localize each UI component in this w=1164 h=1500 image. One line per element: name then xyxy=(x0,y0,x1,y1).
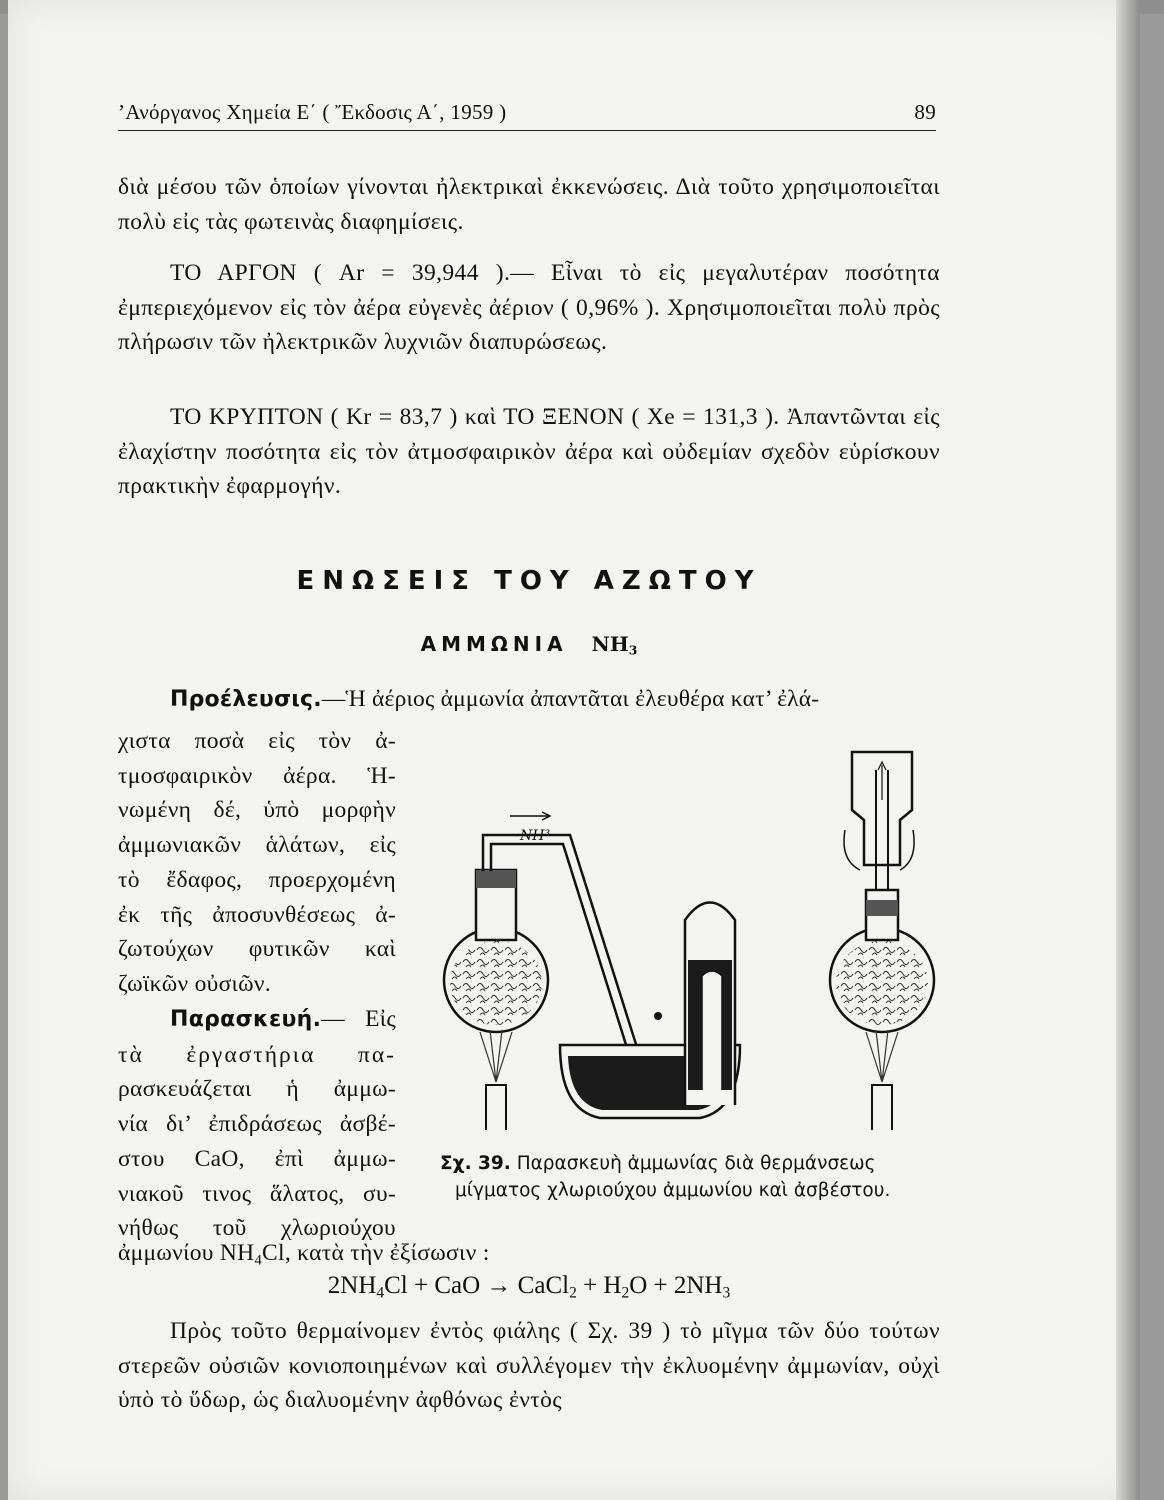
column-line: νιακοῦ τινος ἅλατος, συ- xyxy=(118,1180,396,1207)
apparatus-illustration xyxy=(420,740,940,1130)
closing-paragraph: Πρὸς τοῦτο θερμαίνομεν ἐντὸς φιάλης ( Σχ. 39 ) τὸ μῖγμα τῶν δύο τούτων στερεῶν οὐσιῶν κονιοποιημένων καὶ συλλέγομεν τὴν ἐκλυομένην ἀμμωνίαν, οὐχὶ ὑπὸ τὸ ὕδωρ, ὡς διαλυομένην ἀφθόνως ἐντὸς xyxy=(118,1318,940,1414)
figure-label: Σχ. 39. xyxy=(440,1153,511,1174)
paragraph-argon: ΤΟ ΑΡΓΟΝ ( Ar = 39,944 ).— Εἶναι τὸ εἰς μεγαλυτέραν ποσότητα ἐμπεριεχόμενον εἰς τὸν ἀέρα εὐγενὲς ἀέριον ( 0,96% ). Χρησιμοποιεῖται πολὺ πρὸς πλήρωσιν τῶν ἠλεκτρικῶν λυχνιῶν διαπυρώσεως. xyxy=(118,260,940,356)
column-line: τὸ ἔδαφος, προερχομένη xyxy=(118,866,396,893)
caption-line-1: Παρασκευὴ ἀμμωνίας διὰ θερμάνσεως xyxy=(516,1153,876,1174)
proeleusis-heading: Προέλευσις. xyxy=(170,687,322,712)
figure-ammonia-apparatus xyxy=(420,740,940,1130)
proeleusis-first-line xyxy=(118,686,940,713)
paragraph-neon-continuation: διὰ μέσου τῶν ὁποίων γίνονται ἠλεκτρικαὶ ἐκκενώσεις. Διὰ τοῦτο χρησιμοποιεῖται πολὺ εἰς τὰς φωτεινὰς διαφημίσεις. xyxy=(118,174,940,235)
column-line: τμοσφαιρικὸν ἀέρα. Ἡ- xyxy=(118,762,396,789)
column-line: ρασκευάζεται ἡ ἀμμω- xyxy=(118,1076,396,1103)
section-title: ΕΝΩΣΕΙΣ ΤΟΥ ΑΖΩΤΟΥ xyxy=(296,566,762,596)
running-header-title: ’Ανόργανος Χημεία Ε΄ ( Ἔκδοσις Α΄, 1959 ) xyxy=(118,100,507,124)
figure-caption xyxy=(440,1150,940,1204)
subsection-formula: $NH_3$ xyxy=(591,632,638,658)
column-line: χιστα ποσὰ εἰς τὸν ἀ- xyxy=(118,728,396,754)
proeleusis-first-line-text: —Ἡ ἀέριος ἀμμωνία ἀπαντᾶται ἐλευθέρα κατ’ ἐλά- xyxy=(321,686,820,712)
tube-label: NH³ xyxy=(520,828,551,844)
column-line: τὰ ἐργαστήρια πα- xyxy=(118,1041,396,1068)
paraskevi-first-line: Παρασκευή.— Εἰς xyxy=(170,1006,396,1032)
paragraph-krypton-xenon: ΤΟ ΚΡΥΠΤΟΝ ( Kr = 83,7 ) καὶ ΤΟ ΞΕΝΟΝ ( Xe = 131,3 ). Ἀπαντῶνται εἰς ἐλαχίστην ποσότητα εἰς τὸν ἀτμοσφαιρικὸν ἀέρα καὶ οὐδεμίαν σχεδὸν εὑρίσκουν πρακτικὴν ἐφαρμογήν. xyxy=(118,404,940,500)
left-flask xyxy=(444,835,548,1032)
column-line: νήθως τοῦ χλωριούχου xyxy=(118,1215,396,1242)
paraskevi-column xyxy=(118,1002,396,1246)
column-line: στου CaO, ἐπὶ ἀμμω- xyxy=(118,1145,396,1172)
page-number: 89 xyxy=(914,100,936,124)
column-line: ἀμμωνιακῶν ἁλάτων, εἰς xyxy=(118,832,396,859)
proeleusis-column xyxy=(118,724,396,1002)
left-burner xyxy=(480,1030,512,1130)
right-apparatus xyxy=(830,752,934,1130)
reaction-equation: $2NH_4Cl$ + CaO → CaCl$_2$ + $H_2O + 2NH_3$ xyxy=(327,1272,731,1302)
column-line: νωμένη δέ, ὑπὸ μορφὴν xyxy=(118,797,396,824)
paraskevi-heading: Παρασκευή. xyxy=(170,1007,322,1032)
column-line: ζωϊκῶν οὐσιῶν. xyxy=(118,970,272,997)
subsection-title-text: ΑΜΜΩΝΙΑ xyxy=(420,632,568,656)
running-header xyxy=(118,96,936,131)
page-spine-shadow xyxy=(1116,0,1140,1500)
column-line: νία δι’ ἐπιδράσεως ἀσβέ- xyxy=(118,1111,396,1138)
column-line: ἐκ τῆς ἀποσυνθέσεως ἀ- xyxy=(118,901,396,928)
column-line: ζωτούχων φυτικῶν καὶ xyxy=(118,936,396,963)
caption-line-2: μίγματος χλωριούχου ἀμμωνίου καὶ ἀσβέστου. xyxy=(455,1180,891,1201)
subsection-title xyxy=(118,632,940,656)
paraskevi-final-line: ἀμμωνίου $NH_4Cl$, κατὰ τὴν ἐξίσωσιν : xyxy=(118,1240,490,1269)
